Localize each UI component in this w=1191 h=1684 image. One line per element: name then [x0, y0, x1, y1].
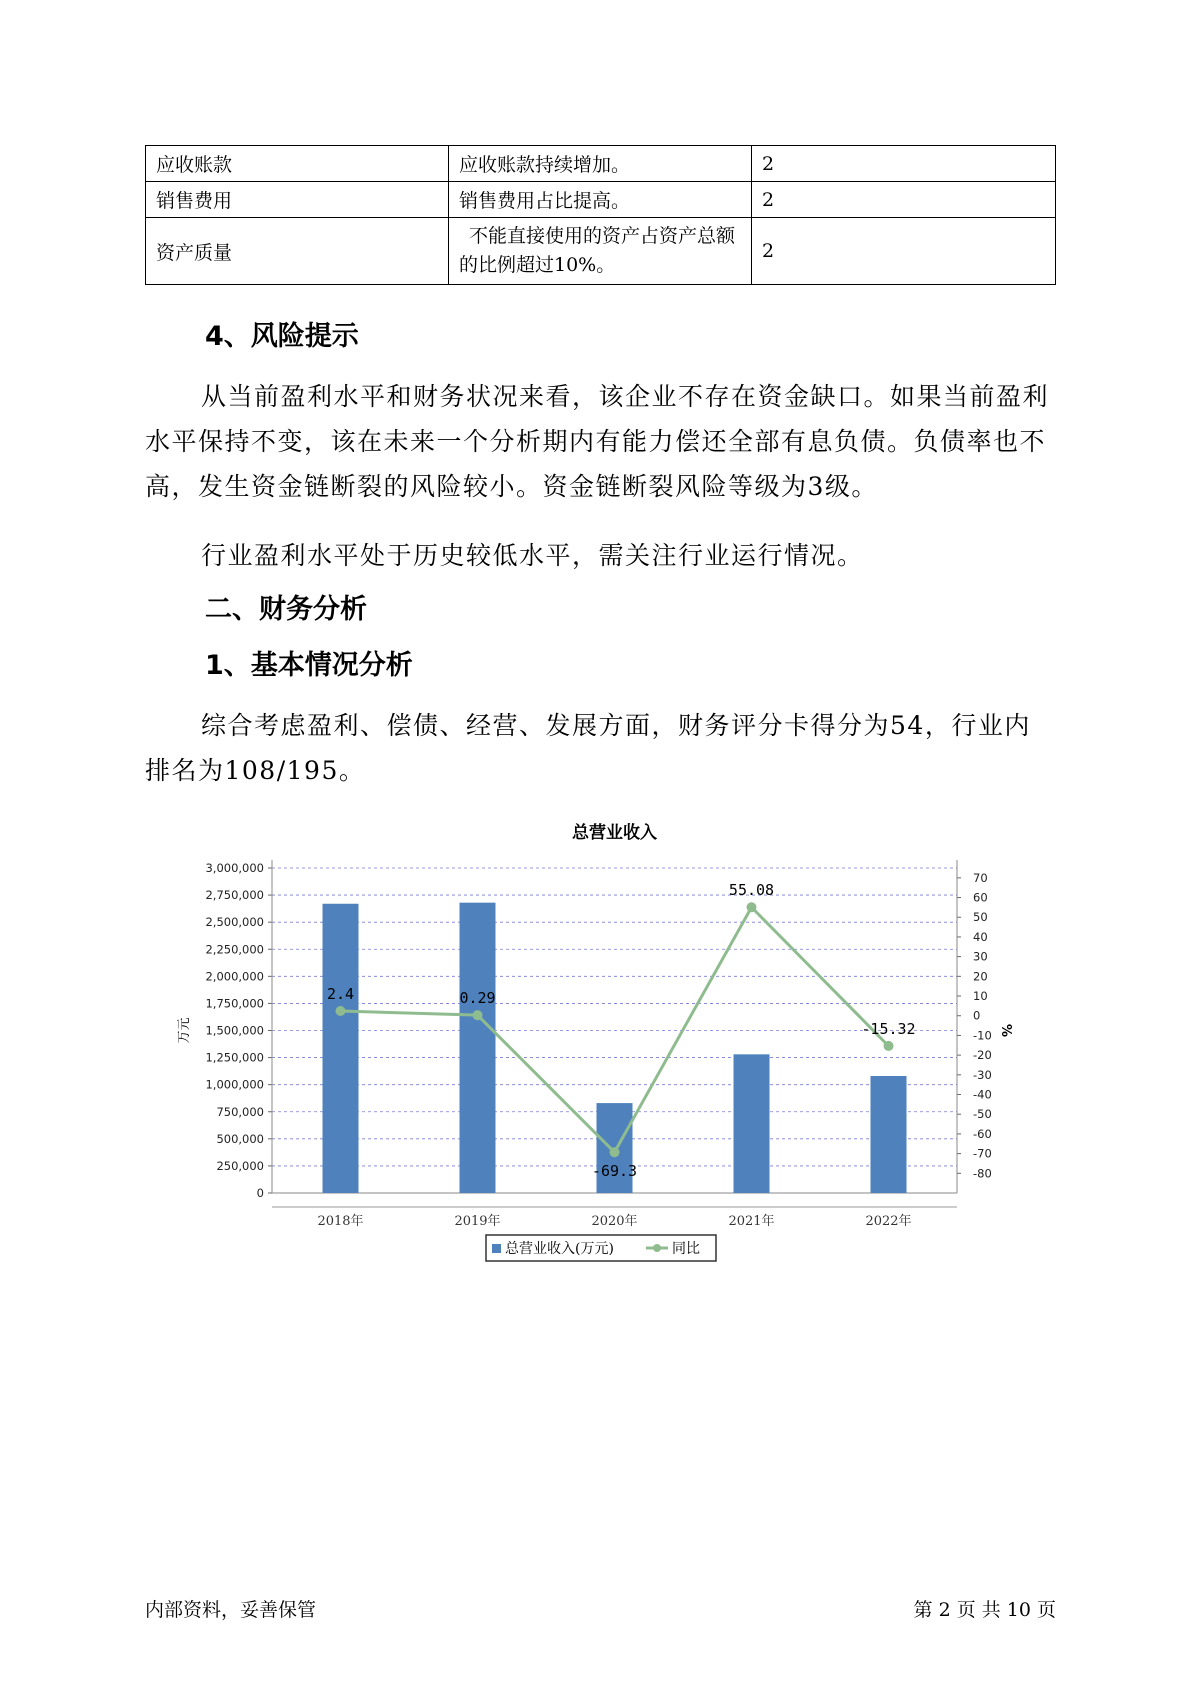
y2-tick-label: 50: [973, 910, 988, 925]
yoy-point: [473, 1010, 483, 1020]
y2-tick-label: -40: [973, 1087, 992, 1102]
x-tick-label: 2022年: [865, 1214, 912, 1229]
y2-axis-label: %: [998, 1023, 1013, 1038]
legend-bar-swatch: [492, 1244, 501, 1253]
table-cell-item: 资产质量: [146, 218, 449, 285]
footer-confidential: 内部资料，妥善保管: [145, 1599, 317, 1621]
y-tick-label: 2,750,000: [205, 888, 264, 903]
y2-tick-label: -60: [973, 1126, 992, 1141]
table-cell-score: 2: [752, 182, 1056, 218]
y-tick-label: 1,500,000: [205, 1023, 264, 1038]
table-cell-score: 2: [752, 218, 1056, 285]
yoy-point: [336, 1006, 346, 1016]
y-tick-label: 2,250,000: [205, 942, 264, 957]
yoy-data-label: 55.08: [728, 881, 775, 900]
x-tick-label: 2020年: [591, 1214, 638, 1229]
y-tick-label: 2,000,000: [205, 969, 264, 984]
finance-heading: 二、财务分析: [205, 594, 367, 625]
legend-line-marker: [653, 1244, 661, 1252]
risk-heading: 4、风险提示: [205, 321, 359, 352]
y-tick-label: 3,000,000: [205, 861, 264, 875]
yoy-point: [610, 1147, 620, 1157]
bar: [323, 904, 359, 1193]
y2-tick-label: 10: [973, 989, 988, 1004]
risk-indicator-table: [145, 145, 1056, 285]
x-tick-label: 2019年: [454, 1214, 501, 1229]
y2-tick-label: -50: [973, 1107, 992, 1122]
risk-paragraph: 从当前盈利水平和财务状况来看，该企业不存在资金缺口。如果当前盈利水平保持不变，该在未来一个分析期内有能力偿还全部有息负债。负债率也不高，发生资金链断裂的风险较小。资金链断裂风险等级为3级。: [145, 382, 1050, 501]
y-tick-label: 250,000: [216, 1158, 264, 1173]
bar: [734, 1054, 770, 1193]
table-row: [146, 146, 1056, 182]
y2-tick-label: 30: [973, 949, 988, 964]
x-tick-label: 2021年: [728, 1214, 775, 1229]
y2-tick-label: -80: [973, 1166, 992, 1181]
chart-title: 总营业收入: [572, 823, 657, 843]
table-cell-desc: 应收账款持续增加。: [449, 146, 752, 182]
yoy-point: [747, 902, 757, 912]
table-cell-desc: 销售费用占比提高。: [449, 182, 752, 218]
revenue-chart: [170, 818, 1013, 1278]
yoy-point: [884, 1041, 894, 1051]
revenue-chart-svg: [170, 818, 1013, 1278]
y-axis-label: 万元: [177, 1017, 192, 1044]
legend-bar-label: 总营业收入(万元): [505, 1241, 614, 1257]
y2-tick-label: -10: [973, 1028, 992, 1043]
y2-tick-label: 0: [973, 1008, 981, 1023]
bar: [460, 903, 496, 1193]
table-cell-desc: 不能直接使用的资产占资产总额的比例超过10%。: [449, 218, 752, 285]
industry-paragraph: 行业盈利水平处于历史较低水平，需关注行业运行情况。: [201, 541, 864, 570]
y-tick-label: 2,500,000: [205, 915, 264, 930]
y2-tick-label: -70: [973, 1146, 992, 1161]
table-row: [146, 182, 1056, 218]
table-cell-item: 销售费用: [146, 182, 449, 218]
yoy-data-label: -69.3: [591, 1162, 638, 1181]
footer-page-number: 第 2 页 共 10 页: [913, 1599, 1056, 1621]
y2-tick-label: -20: [973, 1048, 992, 1063]
y2-tick-label: 70: [973, 870, 988, 885]
yoy-data-label: 2.4: [326, 985, 355, 1003]
x-tick-label: 2018年: [317, 1214, 364, 1229]
yoy-data-label: 0.29: [459, 989, 496, 1008]
y2-tick-label: 60: [973, 890, 988, 905]
y2-tick-label: 20: [973, 969, 988, 984]
scorecard-paragraph: 综合考虑盈利、偿债、经营、发展方面，财务评分卡得分为54，行业内排名为108/195。: [145, 711, 1031, 785]
y-tick-label: 0: [256, 1186, 264, 1200]
y-tick-label: 750,000: [216, 1104, 264, 1119]
table-cell-item: 应收账款: [146, 146, 449, 182]
y2-tick-label: -30: [973, 1067, 992, 1082]
yoy-data-label: -15.32: [861, 1019, 916, 1038]
y2-tick-label: 40: [973, 929, 988, 944]
table-row: [146, 218, 1056, 285]
legend-line-label: 同比: [672, 1241, 700, 1257]
table-cell-score: 2: [752, 146, 1056, 182]
y-tick-label: 500,000: [216, 1131, 264, 1146]
y-tick-label: 1,250,000: [205, 1050, 264, 1065]
bar: [871, 1076, 907, 1193]
y-tick-label: 1,000,000: [205, 1077, 264, 1092]
y-tick-label: 1,750,000: [205, 996, 264, 1011]
basic-analysis-heading: 1、基本情况分析: [205, 650, 413, 681]
